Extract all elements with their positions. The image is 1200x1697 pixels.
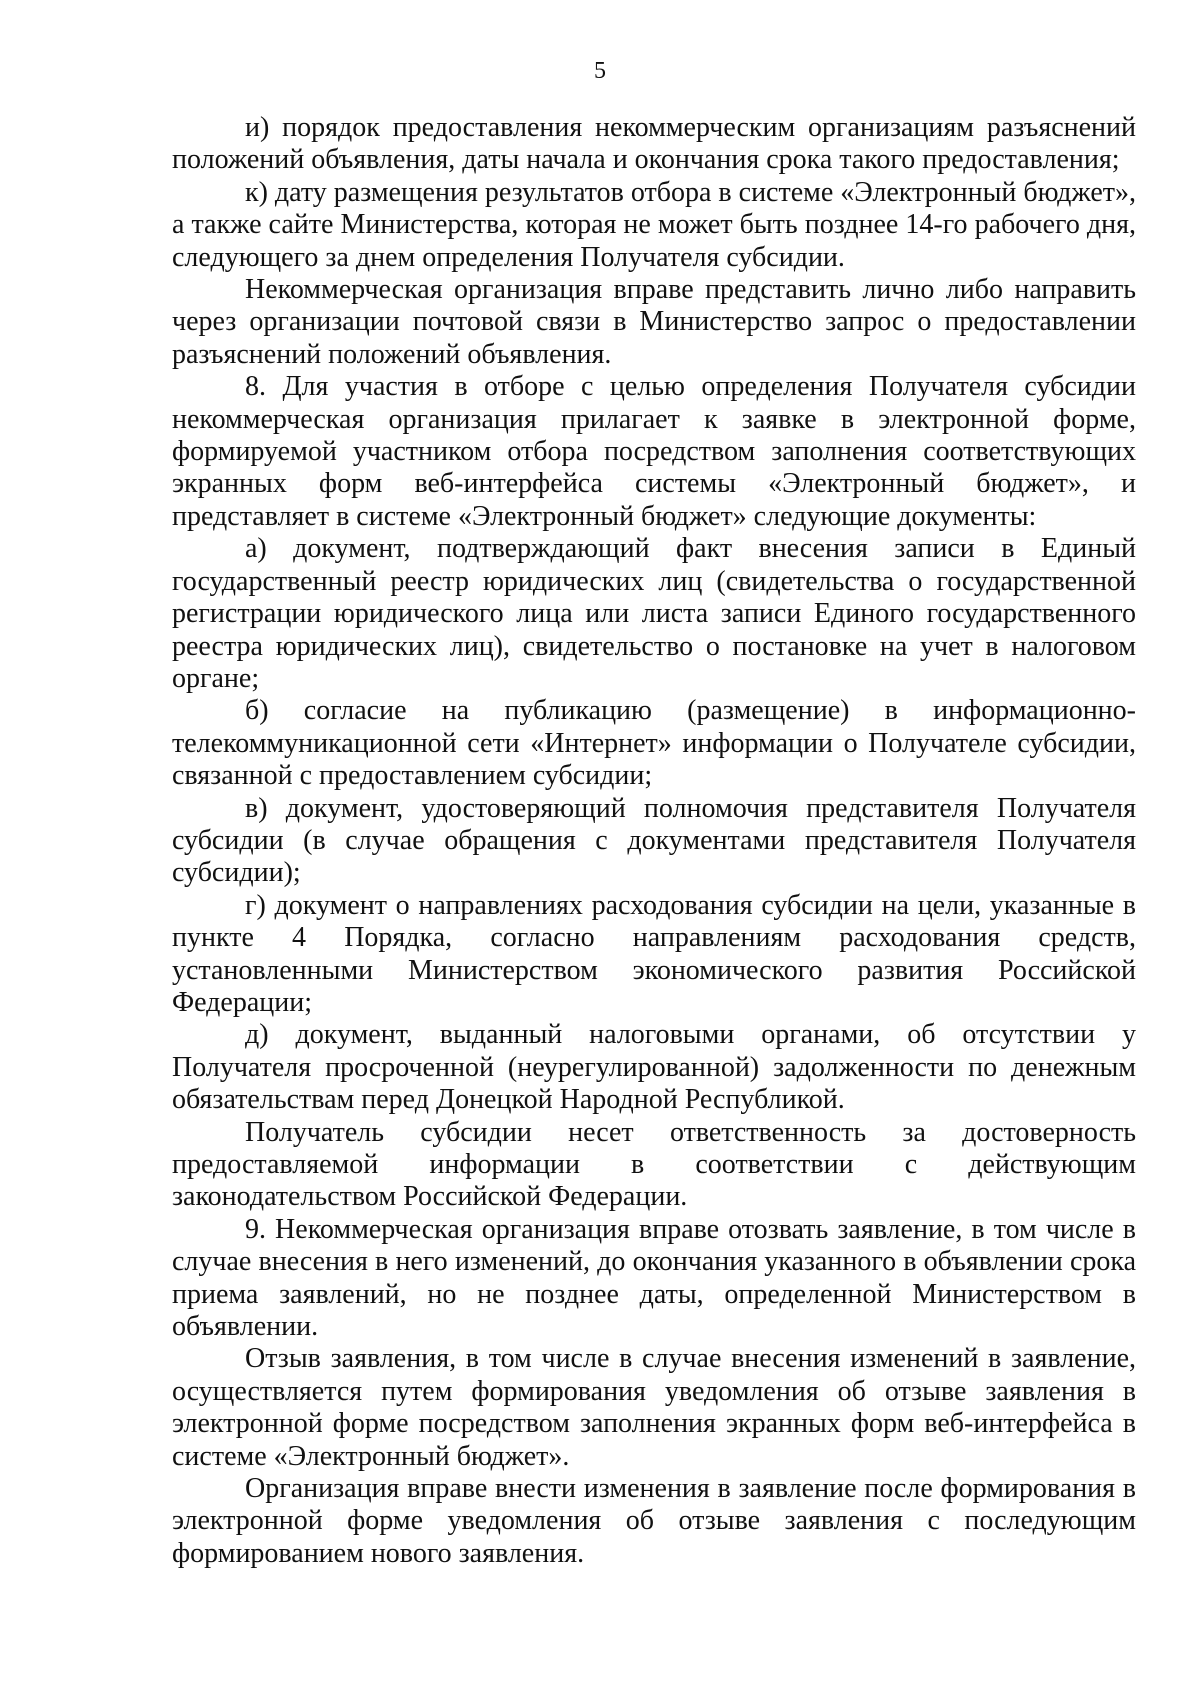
paragraph-responsibility: Получатель субсидии несет ответственность за достоверность предоставляемой информации в соответствии с действующим законодательством Российской Федерации.	[172, 1116, 1136, 1213]
document-body	[172, 112, 1136, 1570]
paragraph-amendment: Организация вправе внести изменения в заявление после формирования в электронной форме уведомления об отзыве заявления с последующим формированием нового заявления.	[172, 1473, 1136, 1569]
page-number: 5	[594, 58, 606, 84]
paragraph-section-8: 8. Для участия в отборе с целью определения Получателя субсидии некоммерческая организация прилагает к заявке в электронной форме, формируемой участником отбора посредством заполнения соответствующих экранных форм веб-интерфейса системы «Электронный бюджет», и представляет в системе «Электронный бюджет» следующие документы:	[172, 371, 1136, 532]
paragraph-item-d: д) документ, выданный налоговыми органами, об отсутствии у Получателя просроченной (неурегулированной) задолженности по денежным обязательствам перед Донецкой Народной Республикой.	[172, 1019, 1136, 1116]
paragraph-clarification-request: Некоммерческая организация вправе представить лично либо направить через организации почтовой связи в Министерство запрос о предоставлении разъяснений положений объявления.	[172, 274, 1136, 370]
paragraph-item-b: б) согласие на публикацию (размещение) в информационно-телекоммуникационной сети «Интернет» информации о Получателе субсидии, связанной с предоставлением субсидии;	[172, 695, 1136, 792]
paragraph-withdrawal: Отзыв заявления, в том числе в случае внесения изменений в заявление, осуществляется путем формирования уведомления об отзыве заявления в электронной форме посредством заполнения экранных форм веб-интерфейса в системе «Электронный бюджет».	[172, 1343, 1136, 1472]
paragraph-item-a: а) документ, подтверждающий факт внесения записи в Единый государственный реестр юридических лиц (свидетельства о государственной регистрации юридического лица или листа записи Единого государственного реестра юридических лиц), свидетельство о постановке на учет в налоговом органе;	[172, 533, 1136, 694]
paragraph-item-g: г) документ о направлениях расходования субсидии на цели, указанные в пункте 4 Порядка, согласно направлениям расходования средств, установленными Министерством экономического развития Российской Федерации;	[172, 889, 1136, 1018]
paragraph-item-k: к) дату размещения результатов отбора в системе «Электронный бюджет», а также сайте Министерства, которая не может быть позднее 14-го рабочего дня, следующего за днем определения Получателя субсидии.	[172, 176, 1137, 273]
paragraph-item-v: в) документ, удостоверяющий полномочия представителя Получателя субсидии (в случае обращения с документами представителя Получателя субсидии);	[172, 792, 1136, 889]
paragraph-item-i: и) порядок предоставления некоммерческим организациям разъяснений положений объявления, даты начала и окончания срока такого предоставления;	[172, 112, 1136, 176]
paragraph-section-9: 9. Некоммерческая организация вправе отозвать заявление, в том числе в случае внесения в него изменений, до окончания указанного в объявлении срока приема заявлений, но не позднее даты, определенной Министерством в объявлении.	[172, 1213, 1136, 1343]
